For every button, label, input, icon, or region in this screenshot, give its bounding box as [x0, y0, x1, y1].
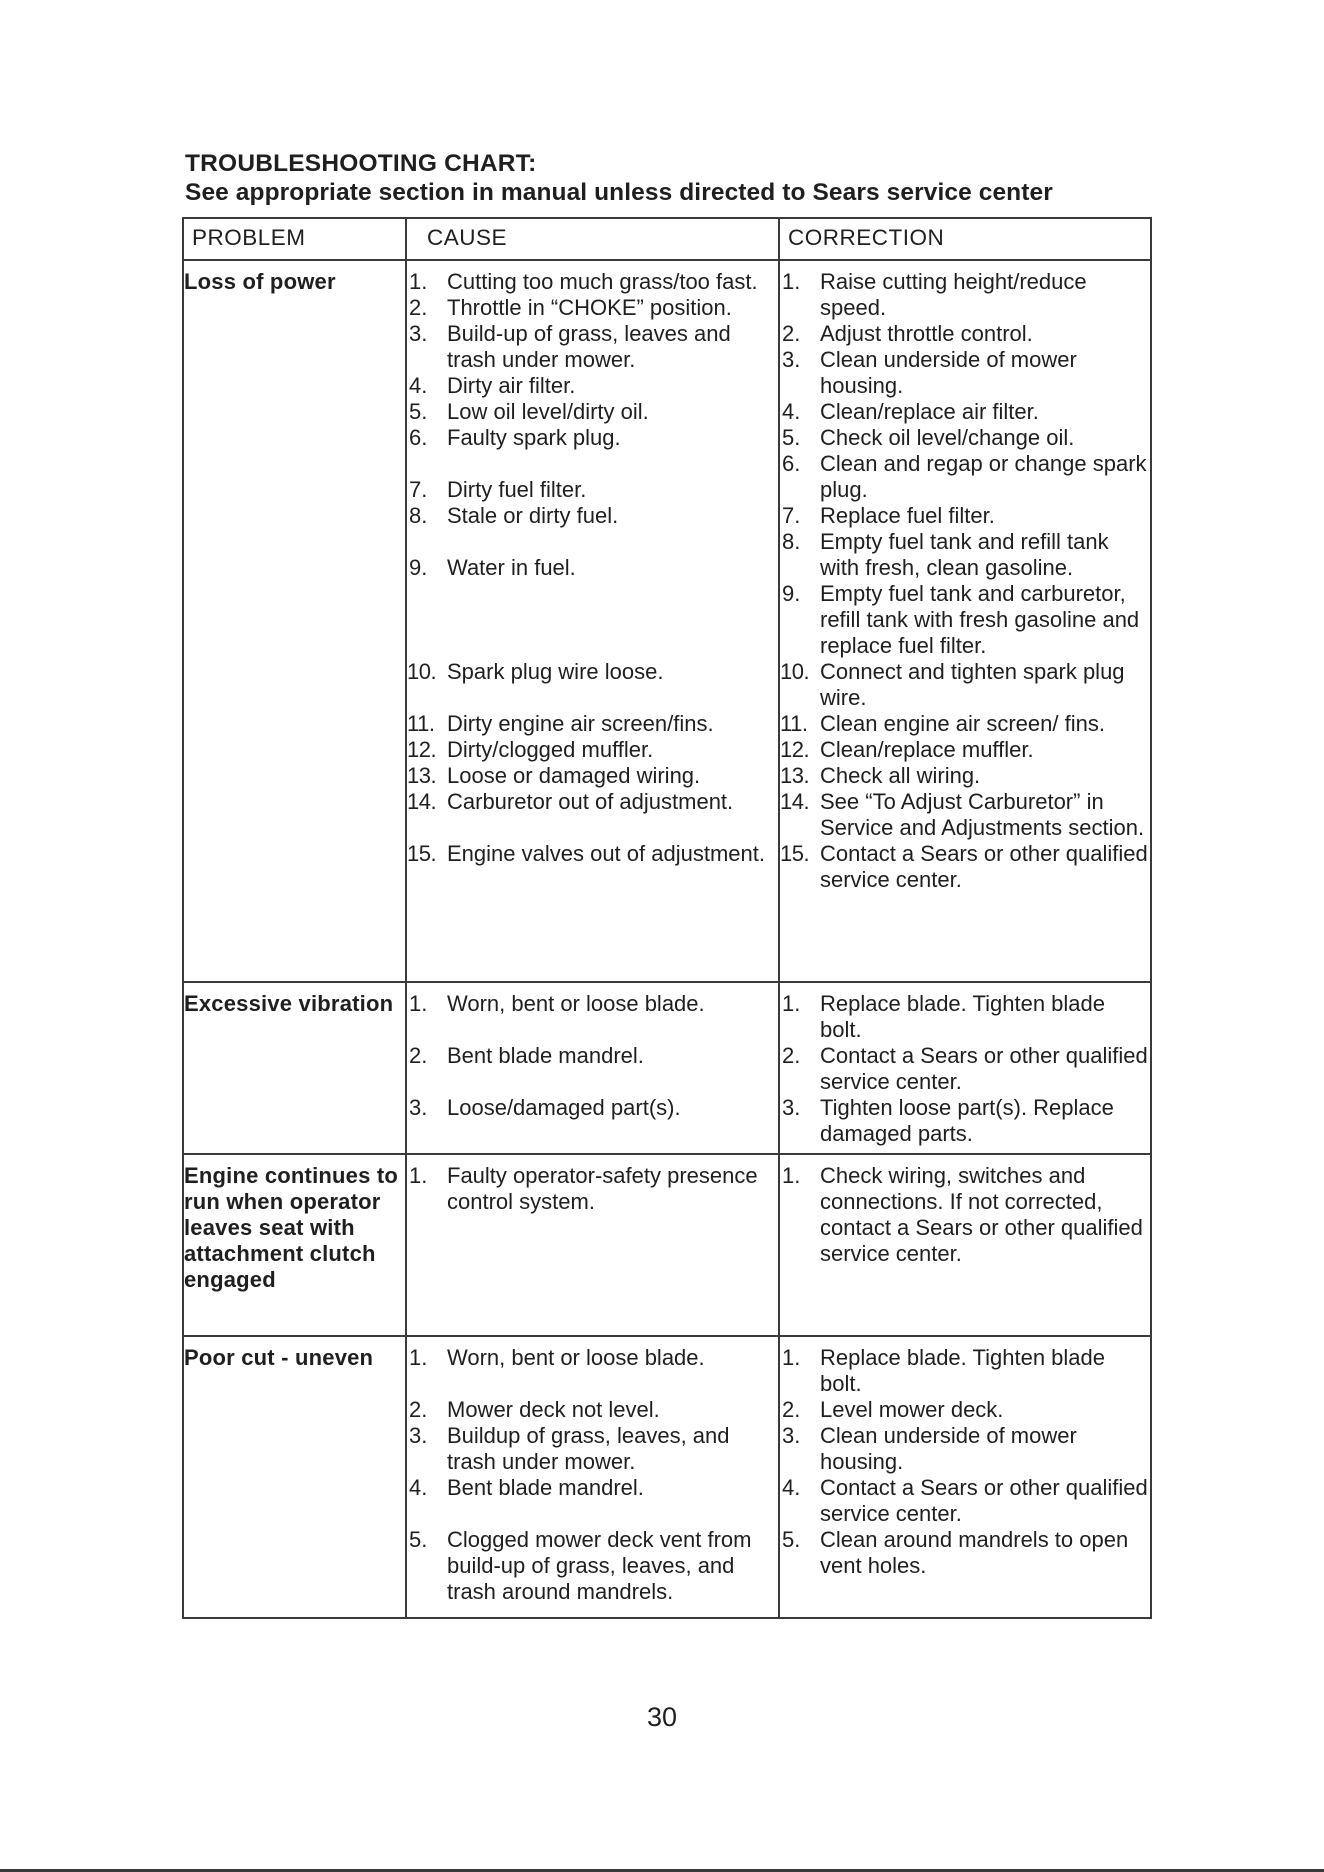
table-row: [183, 1336, 1151, 1618]
correction-list: [780, 1345, 1150, 1579]
correction-cell: [779, 982, 1151, 1154]
item-number: 9.: [409, 555, 428, 580]
list-item: [780, 841, 1150, 893]
list-item: [780, 1163, 1150, 1267]
item-text: Buildup of grass, leaves, and trash under mower.: [447, 1423, 730, 1474]
item-text: Bent blade mandrel.: [447, 1475, 644, 1500]
column-header-problem: PROBLEM: [183, 218, 406, 260]
list-item: [407, 841, 778, 867]
list-item: [407, 1423, 778, 1475]
list-item: [407, 425, 778, 451]
list-item: [780, 789, 1150, 841]
list-item: [407, 477, 778, 503]
item-number: 5.: [409, 1527, 428, 1552]
item-text: Check wiring, switches and connections. If not corrected, contact a Sears or other qualified service center.: [820, 1163, 1143, 1266]
item-text: Dirty/clogged muffler.: [447, 737, 654, 762]
item-number: 1.: [409, 1163, 428, 1188]
list-item: [780, 269, 1150, 321]
item-text: Mower deck not level.: [447, 1397, 660, 1422]
page-number: 30: [646, 1702, 678, 1732]
list-item: [407, 399, 778, 425]
item-text: Bent blade mandrel.: [447, 1043, 644, 1068]
item-number: 4.: [409, 373, 428, 398]
correction-cell: [779, 260, 1151, 982]
item-number: 4.: [782, 1475, 801, 1500]
table-body: [183, 260, 1151, 1618]
table-row: [183, 260, 1151, 982]
column-header-cause: CAUSE: [406, 218, 779, 260]
item-number: 6.: [409, 425, 428, 450]
item-number: 14.: [780, 789, 810, 814]
item-text: Faulty spark plug.: [447, 425, 621, 450]
item-number: 13.: [407, 763, 437, 788]
list-item: [407, 789, 778, 815]
list-item: [780, 1095, 1150, 1147]
item-number: 9.: [782, 581, 801, 606]
item-text: Loose or damaged wiring.: [447, 763, 701, 788]
item-number: 4.: [409, 1475, 428, 1500]
item-number: 3.: [782, 1095, 801, 1120]
item-text: Replace blade. Tighten blade bolt.: [820, 1345, 1105, 1396]
column-header-correction: CORRECTION: [779, 218, 1151, 260]
list-item: [780, 425, 1150, 451]
cause-list: [407, 269, 778, 867]
list-item: [780, 763, 1150, 789]
list-item: [407, 321, 778, 373]
item-text: Clean/replace air filter.: [820, 399, 1039, 424]
item-number: 3.: [409, 1423, 428, 1448]
problem-cell: Poor cut - uneven: [183, 1336, 406, 1618]
item-number: 10.: [780, 659, 810, 684]
list-item: [780, 659, 1150, 711]
item-text: Empty fuel tank and refill tank with fresh, clean gasoline.: [820, 529, 1109, 580]
list-item: [780, 1527, 1150, 1579]
item-number: 6.: [782, 451, 801, 476]
item-number: 3.: [409, 1095, 428, 1120]
list-item: [407, 1095, 778, 1121]
cause-list: [407, 991, 778, 1121]
item-text: Clean underside of mower housing.: [820, 1423, 1077, 1474]
list-item: [780, 399, 1150, 425]
list-item: [780, 1043, 1150, 1095]
item-text: Contact a Sears or other qualified service center.: [820, 1043, 1148, 1094]
item-text: Clean underside of mower housing.: [820, 347, 1077, 398]
item-number: 10.: [407, 659, 437, 684]
list-item: [407, 737, 778, 763]
item-text: Carburetor out of adjustment.: [447, 789, 734, 814]
item-text: Dirty fuel filter.: [447, 477, 587, 502]
item-number: 2.: [782, 321, 801, 346]
correction-list: [780, 1163, 1150, 1267]
item-number: 2.: [782, 1043, 801, 1068]
item-text: Spark plug wire loose.: [447, 659, 664, 684]
item-text: Replace blade. Tighten blade bolt.: [820, 991, 1105, 1042]
list-item: [407, 1475, 778, 1501]
list-item: [407, 1397, 778, 1423]
item-text: Contact a Sears or other qualified service center.: [820, 841, 1148, 892]
item-text: Level mower deck.: [820, 1397, 1004, 1422]
list-item: [407, 1163, 778, 1215]
item-text: Clogged mower deck vent from build-up of grass, leaves, and trash around mandrels.: [447, 1527, 752, 1604]
list-item: [780, 1423, 1150, 1475]
correction-list: [780, 991, 1150, 1147]
item-text: Empty fuel tank and carburetor, refill tank with fresh gasoline and replace fuel filter.: [820, 581, 1140, 658]
item-number: 1.: [409, 269, 428, 294]
cause-cell: [406, 982, 779, 1154]
item-text: Dirty air filter.: [447, 373, 576, 398]
table-row: [183, 1154, 1151, 1336]
item-text: Clean around mandrels to open vent holes.: [820, 1527, 1129, 1578]
item-number: 3.: [409, 321, 428, 346]
list-item: [780, 711, 1150, 737]
chart-header: [185, 149, 1155, 207]
item-number: 2.: [409, 295, 428, 320]
item-text: Stale or dirty fuel.: [447, 503, 619, 528]
list-item: [780, 1475, 1150, 1527]
item-text: Check oil level/change oil.: [820, 425, 1075, 450]
item-number: 7.: [782, 503, 801, 528]
troubleshooting-table: [182, 217, 1152, 1619]
list-item: [407, 1527, 778, 1605]
item-number: 3.: [782, 1423, 801, 1448]
list-item: [407, 659, 778, 685]
list-item: [780, 737, 1150, 763]
item-text: Check all wiring.: [820, 763, 981, 788]
problem-cell: Excessive vibration: [183, 982, 406, 1154]
item-number: 4.: [782, 399, 801, 424]
item-number: 1.: [782, 1163, 801, 1188]
item-number: 5.: [409, 399, 428, 424]
list-item: [780, 451, 1150, 503]
list-item: [407, 373, 778, 399]
item-number: 12.: [780, 737, 810, 762]
item-number: 7.: [409, 477, 428, 502]
list-item: [407, 711, 778, 737]
item-number: 11.: [407, 711, 435, 736]
item-text: Raise cutting height/reduce speed.: [820, 269, 1087, 320]
item-text: Connect and tighten spark plug wire.: [820, 659, 1125, 710]
cause-list: [407, 1345, 778, 1605]
item-text: Adjust throttle control.: [820, 321, 1033, 346]
cause-cell: [406, 1154, 779, 1336]
item-number: 2.: [782, 1397, 801, 1422]
item-text: Clean engine air screen/ fins.: [820, 711, 1105, 736]
correction-cell: [779, 1336, 1151, 1618]
item-text: Clean and regap or change spark plug.: [820, 451, 1147, 502]
item-text: Tighten loose part(s). Replace damaged parts.: [820, 1095, 1114, 1146]
list-item: [407, 269, 778, 295]
item-text: Contact a Sears or other qualified service center.: [820, 1475, 1148, 1526]
item-number: 15.: [780, 841, 810, 866]
table-header-row: [183, 218, 1151, 260]
cause-cell: [406, 260, 779, 982]
list-item: [780, 503, 1150, 529]
page-title: TROUBLESHOOTING CHART:: [185, 150, 537, 177]
list-item: [780, 321, 1150, 347]
item-text: Dirty engine air screen/fins.: [447, 711, 714, 736]
correction-list: [780, 269, 1150, 893]
item-text: Clean/replace muffler.: [820, 737, 1034, 762]
list-item: [407, 1345, 778, 1371]
item-number: 1.: [782, 269, 801, 294]
problem-cell: Loss of power: [183, 260, 406, 982]
list-item: [407, 991, 778, 1017]
item-number: 1.: [409, 991, 428, 1016]
list-item: [780, 347, 1150, 399]
item-text: Engine valves out of adjustment.: [447, 841, 765, 866]
item-number: 3.: [782, 347, 801, 372]
item-number: 15.: [407, 841, 437, 866]
item-number: 2.: [409, 1043, 428, 1068]
item-number: 2.: [409, 1397, 428, 1422]
list-item: [407, 503, 778, 529]
cause-list: [407, 1163, 778, 1215]
list-item: [407, 555, 778, 581]
list-item: [780, 1345, 1150, 1397]
item-text: Cutting too much grass/too fast.: [447, 269, 758, 294]
item-number: 1.: [409, 1345, 428, 1370]
table-row: [183, 982, 1151, 1154]
list-item: [780, 1397, 1150, 1423]
list-item: [407, 295, 778, 321]
correction-cell: [779, 1154, 1151, 1336]
item-text: Faulty operator-safety presence control system.: [447, 1163, 758, 1214]
item-number: 13.: [780, 763, 810, 788]
item-text: Build-up of grass, leaves and trash under mower.: [447, 321, 731, 372]
item-text: Loose/damaged part(s).: [447, 1095, 681, 1120]
item-text: Low oil level/dirty oil.: [447, 399, 649, 424]
item-text: Worn, bent or loose blade.: [447, 991, 705, 1016]
list-item: [780, 581, 1150, 659]
item-number: 14.: [407, 789, 437, 814]
item-number: 5.: [782, 1527, 801, 1552]
item-text: Replace fuel filter.: [820, 503, 995, 528]
item-number: 8.: [782, 529, 801, 554]
list-item: [407, 763, 778, 789]
problem-cell: Engine continues to run when operator leaves seat with attachment clutch engaged: [183, 1154, 406, 1336]
item-number: 1.: [782, 991, 801, 1016]
list-item: [780, 991, 1150, 1043]
item-number: 12.: [407, 737, 437, 762]
list-item: [407, 1043, 778, 1069]
item-number: 1.: [782, 1345, 801, 1370]
page-subtitle: See appropriate section in manual unless directed to Sears service center: [185, 179, 1053, 206]
item-text: See “To Adjust Carburetor” in Service and Adjustments section.: [820, 789, 1145, 840]
item-number: 5.: [782, 425, 801, 450]
cause-cell: [406, 1336, 779, 1618]
item-number: 11.: [780, 711, 808, 736]
item-text: Water in fuel.: [447, 555, 576, 580]
item-number: 8.: [409, 503, 428, 528]
item-text: Throttle in “CHOKE” position.: [447, 295, 732, 320]
item-text: Worn, bent or loose blade.: [447, 1345, 705, 1370]
list-item: [780, 529, 1150, 581]
